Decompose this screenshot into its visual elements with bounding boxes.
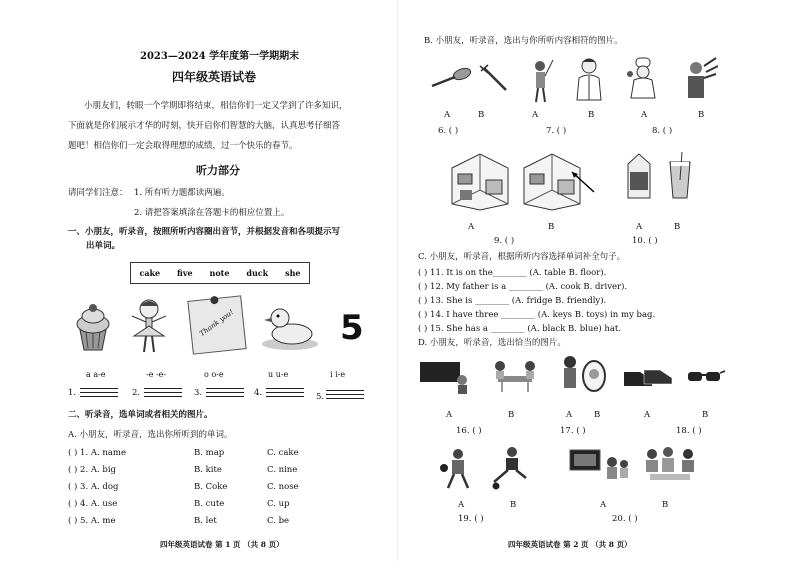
choice-b[interactable]: B. kite	[194, 465, 222, 475]
duck-picture	[260, 302, 320, 352]
answer-slot[interactable]: 8. ( )	[652, 126, 673, 136]
girl-with-mirror-picture	[558, 354, 608, 396]
glasses-picture	[684, 368, 726, 386]
choice-row-number[interactable]: ( ) 2. A. big	[68, 465, 116, 475]
note-text: Thank you!	[198, 308, 236, 338]
blank-number: 5.	[316, 392, 325, 402]
shoes-picture	[620, 362, 676, 390]
choice-c[interactable]: C. nose	[267, 482, 299, 492]
room-picture-a	[448, 150, 512, 212]
questionC-instruction: C. 小朋友，听录音，根据所听内容选择单词补全句子。	[418, 252, 626, 262]
writing-lines[interactable]	[326, 387, 364, 401]
option-letter: B	[674, 222, 681, 232]
sentence-item[interactable]: ( ) 11. It is on the________ (A. table B. floor).	[418, 268, 607, 278]
writing-lines[interactable]	[266, 385, 304, 399]
sentence-item[interactable]: ( ) 15. She has a ________ (A. black B. blue) hat.	[418, 324, 622, 334]
option-letter: B	[548, 222, 555, 232]
phonics-option: u u-e	[268, 370, 289, 379]
sentence-item[interactable]: ( ) 13. She is ________ (A. fridge B. friendly).	[418, 296, 607, 306]
notice-item-2: 2. 请把答案填涂在答题卡的相应位置上。	[134, 208, 290, 218]
choice-b[interactable]: B. Coke	[194, 482, 228, 492]
option-letter: A	[641, 110, 648, 120]
phonics-option: o o-e	[204, 370, 224, 379]
sentence-item[interactable]: ( ) 14. I have three ________ (A. keys B. toys) in my bag.	[418, 310, 656, 320]
writing-lines[interactable]	[144, 385, 182, 399]
number-five-picture: 5	[340, 308, 364, 348]
page-footer-right: 四年级英语试卷 第 2 页 （共 8 页）	[508, 540, 632, 549]
option-letter: A	[532, 110, 539, 120]
option-letter: A	[566, 410, 573, 420]
option-letter: B	[510, 500, 517, 510]
page-footer-left: 四年级英语试卷 第 1 页 （共 8 页）	[160, 540, 284, 549]
farmer-with-crops-picture	[682, 56, 718, 102]
option-letter: A	[468, 222, 475, 232]
family-playing-games-picture	[640, 444, 704, 484]
questionB-instruction: B. 小朋友，听录音，选出与你所听内容相符的图片。	[424, 36, 623, 46]
answer-slot[interactable]: 18. ( )	[676, 426, 702, 436]
question2a-instruction: A. 小朋友，听录音，选出你所听到的单词。	[68, 430, 233, 440]
answer-slot[interactable]: 10. ( )	[632, 236, 658, 246]
choice-row-number[interactable]: ( ) 1. A. name	[68, 448, 127, 458]
watching-tv-picture	[568, 446, 632, 482]
blank-number: 1.	[68, 388, 77, 398]
phonics-option: i i-e	[330, 370, 346, 379]
questionD-instruction: D. 小朋友，听录音，选出恰当的图片。	[418, 338, 566, 348]
question1-instruction: 一、小朋友，听录音，按照所听内容圈出音节，并根据发音和各项提示写	[68, 227, 341, 237]
option-letter: A	[444, 110, 451, 120]
choice-b[interactable]: B. let	[194, 516, 217, 526]
chef-picture	[626, 56, 660, 100]
blank-number: 2.	[132, 388, 141, 398]
milk-carton-picture	[622, 150, 656, 202]
word: cake	[139, 268, 161, 278]
section-heading: 听力部分	[196, 164, 240, 177]
fork-picture	[478, 62, 512, 96]
sentence-item[interactable]: ( ) 12. My father is a ________ (A. cook B. driver).	[418, 282, 628, 292]
answer-slot[interactable]: 7. ( )	[546, 126, 567, 136]
juice-glass-picture	[664, 150, 696, 202]
choice-row-number[interactable]: ( ) 5. A. me	[68, 516, 116, 526]
option-letter: B	[588, 110, 595, 120]
option-letter: A	[636, 222, 643, 232]
page-divider	[397, 0, 398, 561]
intro-line3: 题吧！相信你们一定会取得理想的成绩，过一个快乐的春节。	[68, 141, 298, 151]
option-letter: B	[702, 410, 709, 420]
pushpin-icon	[210, 296, 219, 305]
choice-c[interactable]: C. cake	[267, 448, 299, 458]
option-letter: A	[600, 500, 607, 510]
blank-number: 4.	[254, 388, 263, 398]
exam-title-line2: 四年级英语试卷	[172, 70, 257, 84]
kids-at-desk-picture	[488, 356, 544, 394]
intro-line2: 下面就是你们展示才华的时刻，快开启你们智慧的大脑，认真思考仔细答	[68, 121, 341, 131]
answer-slot[interactable]: 19. ( )	[458, 514, 484, 524]
question1-instruction-cont: 出单词。	[86, 241, 121, 251]
option-letter: A	[458, 500, 465, 510]
choice-c[interactable]: C. be	[267, 516, 290, 526]
option-letter: B	[508, 410, 515, 420]
intro-line1: 小朋友们，转眼一个学期即将结束，相信你们一定又学到了许多知识，	[84, 101, 348, 111]
option-letter: B	[478, 110, 485, 120]
choice-row-number[interactable]: ( ) 4. A. use	[68, 499, 118, 509]
choice-b[interactable]: B. map	[194, 448, 225, 458]
notice-item-1: 1. 所有听力题都读两遍。	[134, 188, 230, 198]
option-letter: B	[594, 410, 601, 420]
blank-number: 3.	[194, 388, 203, 398]
choice-c[interactable]: C. up	[267, 499, 290, 509]
room-picture-b-with-arrow	[520, 150, 596, 212]
basketball-player-picture	[436, 446, 480, 490]
cupcake-picture	[70, 302, 116, 352]
answer-slot[interactable]: 9. ( )	[494, 236, 515, 246]
answer-slot[interactable]: 20. ( )	[612, 514, 638, 524]
option-letter: B	[698, 110, 705, 120]
choice-b[interactable]: B. cute	[194, 499, 225, 509]
thank-you-note-picture	[187, 295, 246, 354]
word-box	[130, 262, 310, 284]
answer-slot[interactable]: 16. ( )	[456, 426, 482, 436]
soccer-player-picture	[486, 444, 536, 490]
student-at-blackboard-picture	[418, 360, 474, 394]
doctor-picture	[574, 56, 604, 102]
option-letter: B	[662, 500, 669, 510]
notice-label: 请同学们注意：	[68, 188, 128, 198]
person-cleaning-picture	[526, 56, 556, 104]
choice-row-number[interactable]: ( ) 3. A. dog	[68, 482, 119, 492]
word: duck	[246, 268, 269, 278]
word: note	[209, 268, 230, 278]
option-letter: A	[446, 410, 453, 420]
ballerina-picture	[126, 298, 172, 356]
exam-title-line1: 2023—2024 学年度第一学期期末	[140, 51, 300, 62]
word: five	[177, 268, 193, 278]
answer-slot[interactable]: 17. ( )	[560, 426, 586, 436]
question2-instruction: 二、听录音，选单词或者相关的图片。	[68, 410, 213, 420]
phonics-option: a a-e	[86, 370, 106, 379]
phonics-option: -e -e-	[146, 370, 167, 379]
answer-slot[interactable]: 6. ( )	[438, 126, 459, 136]
option-letter: A	[644, 410, 651, 420]
choice-c[interactable]: C. nine	[267, 465, 298, 475]
writing-lines[interactable]	[80, 385, 118, 399]
writing-lines[interactable]	[206, 385, 244, 399]
word: she	[285, 268, 301, 278]
spoon-picture	[428, 66, 472, 90]
